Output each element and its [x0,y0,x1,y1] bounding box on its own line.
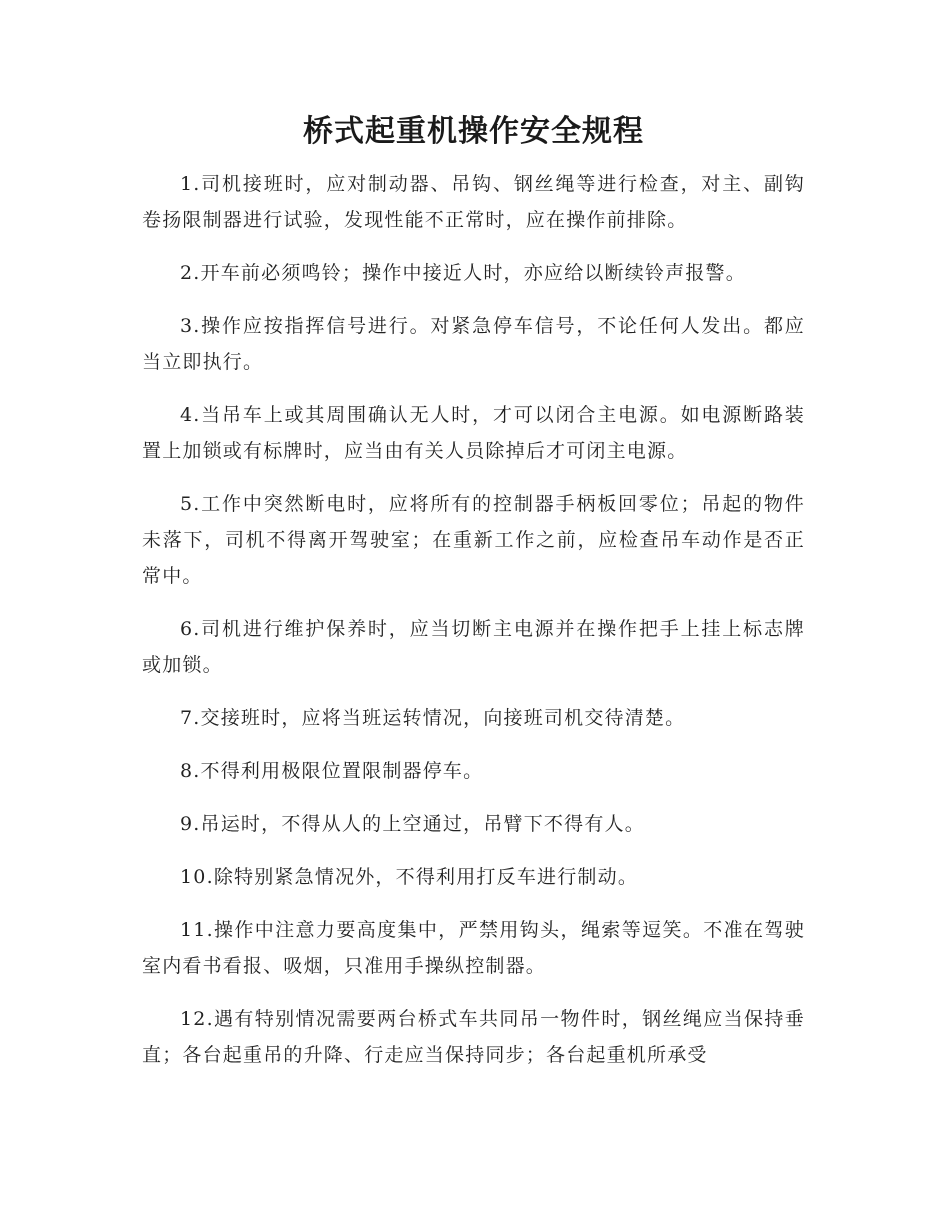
paragraph-5: 5.工作中突然断电时，应将所有的控制器手柄板回零位；吊起的物件未落下，司机不得离开驾驶室；在重新工作之前，应检查吊车动作是否正常中。 [142,493,805,587]
paragraph-3: 3.操作应按指挥信号进行。对紧急停车信号，不论任何人发出。都应当立即执行。 [142,315,805,373]
document-body [142,166,805,1073]
paragraph-8: 8.不得利用极限位置限制器停车。 [180,760,484,782]
paragraph-1: 1.司机接班时，应对制动器、吊钩、钢丝绳等进行检查，对主、副钩卷扬限制器进行试验，发现性能不正常时，应在操作前排除。 [142,173,805,231]
paragraph-10: 10.除特别紧急情况外，不得利用打反车进行制动。 [180,866,639,888]
paragraph-4: 4.当吊车上或其周围确认无人时，才可以闭合主电源。如电源断路装置上加锁或有标牌时，应当由有关人员除掉后才可闭主电源。 [142,404,805,462]
paragraph-2: 2.开车前必须鸣铃；操作中接近人时，亦应给以断续铃声报警。 [180,262,746,284]
paragraph-12: 12.遇有特别情况需要两台桥式车共同吊一物件时，钢丝绳应当保持垂直；各台起重吊的升降、行走应当保持同步；各台起重机所承受 [142,1008,805,1066]
paragraph-7: 7.交接班时，应将当班运转情况，向接班司机交待清楚。 [180,707,686,729]
paragraph-9: 9.吊运时，不得从人的上空通过，吊臂下不得有人。 [180,813,645,835]
paragraph-6: 6.司机进行维护保养时，应当切断主电源并在操作把手上挂上标志牌或加锁。 [142,618,805,676]
paragraph-11: 11.操作中注意力要高度集中，严禁用钩头，绳索等逗笑。不准在驾驶室内看书看报、吸烟，只准用手操纵控制器。 [142,919,805,977]
document-title: 桥式起重机操作安全规程 [303,114,644,149]
